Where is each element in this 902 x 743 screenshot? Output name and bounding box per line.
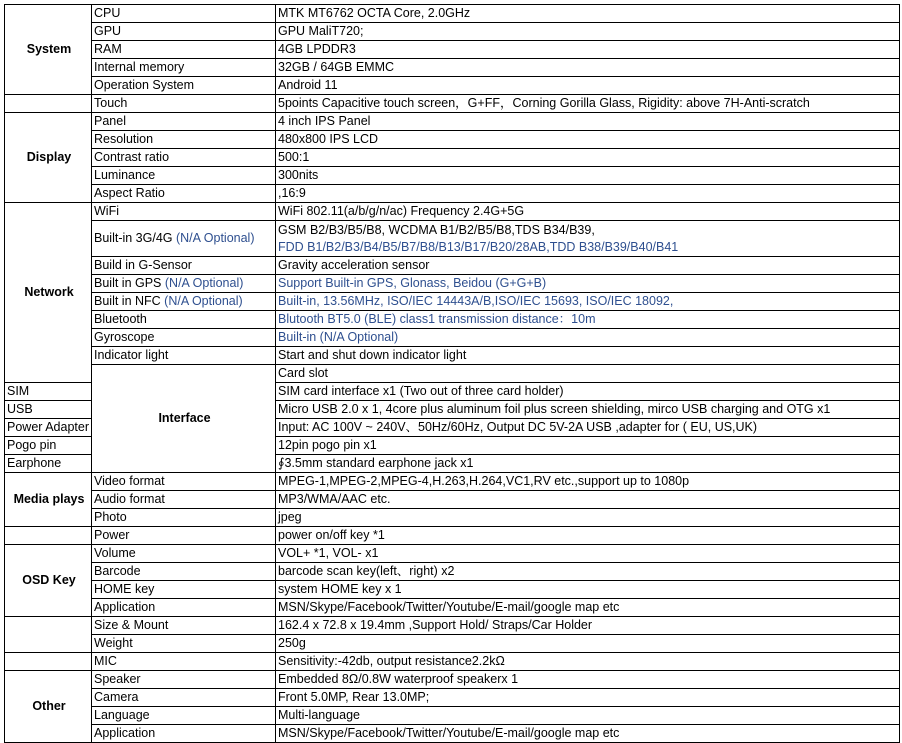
value-text: Embedded 8Ω/0.8W waterproof speakerx 1 [278, 672, 519, 686]
value-text: Built-in, 13.56MHz, ISO/IEC 14443A/B,ISO/IEC 15693, ISO/IEC 18092, [278, 294, 674, 308]
spec-row [5, 23, 900, 41]
spec-row [5, 365, 900, 383]
value-cell [276, 275, 900, 293]
value-cell [276, 527, 900, 545]
category-cell [5, 653, 92, 671]
value-cell [276, 455, 900, 473]
value-cell [276, 671, 900, 689]
feature-label: Bluetooth [94, 312, 147, 326]
feature-label: Built in GPS [94, 276, 165, 290]
value-cell [276, 599, 900, 617]
feature-label: Application [94, 726, 156, 740]
value-text: GSM B2/B3/B5/B8, WCDMA B1/B2/B5/B8,TDS B34/B39, [278, 222, 595, 237]
spec-row [5, 59, 900, 77]
spec-row [5, 545, 900, 563]
value-cell [276, 95, 900, 113]
feature-label: HOME key [94, 582, 155, 596]
spec-row [5, 491, 900, 509]
value-text: Input: AC 100V ~ 240V、50Hz/60Hz, Output DC 5V-2A USB ,adapter for ( EU, US,UK) [278, 420, 758, 434]
value-cell [276, 203, 900, 221]
value-text: ∮3.5mm standard earphone jack x1 [278, 456, 474, 470]
feature-cell [92, 329, 276, 347]
value-cell [276, 293, 900, 311]
feature-label: GPU [94, 24, 122, 38]
feature-label: USB [7, 402, 33, 416]
value-text: Micro USB 2.0 x 1, 4core plus aluminum foil plus screen shielding, mirco USB charging and OTG x1 [278, 402, 831, 416]
value-cell [276, 311, 900, 329]
feature-cell [92, 689, 276, 707]
value-cell [276, 707, 900, 725]
feature-cell [92, 545, 276, 563]
feature-cell [92, 149, 276, 167]
value-cell [276, 563, 900, 581]
spec-row [5, 347, 900, 365]
value-text: Gravity acceleration sensor [278, 258, 430, 272]
feature-cell [92, 59, 276, 77]
value-text: Support Built-in GPS, Glonass, Beidou (G+G+B) [278, 276, 547, 290]
spec-row [5, 203, 900, 221]
value-cell [276, 329, 900, 347]
value-cell [276, 473, 900, 491]
category-cell [5, 95, 92, 113]
feature-label: SIM [7, 384, 30, 398]
feature-cell [92, 491, 276, 509]
feature-cell [5, 437, 92, 455]
feature-cell [92, 41, 276, 59]
spec-table-body [5, 5, 900, 743]
value-cell [276, 581, 900, 599]
feature-label: Gyroscope [94, 330, 155, 344]
feature-label: Pogo pin [7, 438, 57, 452]
feature-label: Camera [94, 690, 139, 704]
feature-label: Contrast ratio [94, 150, 170, 164]
value-cell [276, 5, 900, 23]
feature-label: Power Adapter [7, 420, 89, 434]
feature-label: Touch [94, 96, 128, 110]
value-text: MSN/Skype/Facebook/Twitter/Youtube/E-mail/google map etc [278, 600, 620, 614]
value-cell [276, 149, 900, 167]
feature-label: Built in NFC [94, 294, 165, 308]
feature-label: Video format [94, 474, 165, 488]
spec-row [5, 563, 900, 581]
value-text: 4 inch IPS Panel [278, 114, 371, 128]
feature-cell [5, 455, 92, 473]
category-cell [5, 527, 92, 545]
category-cell: Interface [92, 365, 276, 473]
value-text: 12pin pogo pin x1 [278, 438, 377, 452]
spec-row [5, 311, 900, 329]
spec-row [5, 635, 900, 653]
value-cell [276, 689, 900, 707]
feature-cell [92, 185, 276, 203]
value-cell [276, 77, 900, 95]
feature-label: Language [94, 708, 150, 722]
value-text: barcode scan key(left、right) x2 [278, 564, 455, 578]
value-text: power on/off key *1 [278, 528, 385, 542]
feature-cell [5, 401, 92, 419]
value-text: MSN/Skype/Facebook/Twitter/Youtube/E-mail/google map etc [278, 726, 620, 740]
value-cell [276, 347, 900, 365]
spec-row [5, 689, 900, 707]
feature-cell [92, 707, 276, 725]
feature-label: Built-in 3G/4G [94, 231, 176, 245]
feature-label: Indicator light [94, 348, 169, 362]
feature-label: Photo [94, 510, 127, 524]
feature-label: Operation System [94, 78, 195, 92]
value-text-continued: FDD B1/B2/B3/B4/B5/B7/B8/B13/B17/B20/28AB,TDD B38/B39/B40/B41 [278, 239, 679, 254]
value-text: SIM card interface x1 (Two out of three card holder) [278, 384, 564, 398]
value-text: 300nits [278, 168, 319, 182]
feature-label: Barcode [94, 564, 141, 578]
spec-row [5, 527, 900, 545]
feature-cell [92, 113, 276, 131]
value-cell [276, 419, 900, 437]
value-cell [276, 113, 900, 131]
spec-row [5, 473, 900, 491]
spec-row [5, 617, 900, 635]
value-cell [276, 257, 900, 275]
value-text: Android 11 [278, 78, 338, 92]
feature-cell [92, 293, 276, 311]
feature-cell [92, 347, 276, 365]
category-cell: OSD Key [5, 545, 92, 617]
feature-cell [92, 581, 276, 599]
value-cell [276, 437, 900, 455]
spec-row [5, 113, 900, 131]
feature-label: Resolution [94, 132, 154, 146]
value-cell [276, 545, 900, 563]
spec-row [5, 95, 900, 113]
value-text: system HOME key x 1 [278, 582, 402, 596]
feature-cell [92, 95, 276, 113]
spec-row [5, 653, 900, 671]
value-text: MP3/WMA/AAC etc. [278, 492, 391, 506]
spec-row [5, 5, 900, 23]
value-text: 5points Capacitive touch screen，G+FF，Corning Gorilla Glass, Rigidity: above 7H-Anti-scratch [278, 96, 810, 110]
value-cell [276, 185, 900, 203]
value-cell [276, 635, 900, 653]
value-text: 500:1 [278, 150, 310, 164]
value-cell [276, 725, 900, 743]
value-text: Built-in (N/A Optional) [278, 330, 399, 344]
spec-table [4, 4, 900, 743]
spec-row [5, 509, 900, 527]
feature-label: WiFi [94, 204, 119, 218]
category-cell: Other [5, 671, 92, 743]
value-cell [276, 221, 900, 257]
feature-cell [92, 527, 276, 545]
value-cell [276, 383, 900, 401]
feature-label: Application [94, 600, 156, 614]
spec-row [5, 275, 900, 293]
optional-note: (N/A Optional) [175, 231, 255, 245]
feature-cell [92, 23, 276, 41]
feature-cell [92, 5, 276, 23]
value-text: Front 5.0MP, Rear 13.0MP; [278, 690, 430, 704]
value-text: 4GB LPDDR3 [278, 42, 356, 56]
value-cell [276, 491, 900, 509]
spec-row [5, 221, 900, 257]
optional-note: (N/A Optional) [164, 276, 244, 290]
value-text: Start and shut down indicator light [278, 348, 467, 362]
feature-label: Luminance [94, 168, 156, 182]
feature-label: Volume [94, 546, 136, 560]
feature-label: Power [94, 528, 130, 542]
feature-cell [92, 671, 276, 689]
value-text: GPU MaliT720; [278, 24, 364, 38]
feature-label: Earphone [7, 456, 62, 470]
feature-cell [92, 275, 276, 293]
feature-cell [92, 131, 276, 149]
value-cell [276, 617, 900, 635]
spec-row [5, 671, 900, 689]
feature-label: Build in G-Sensor [94, 258, 192, 272]
value-text: 32GB / 64GB EMMC [278, 60, 395, 74]
value-text: MTK MT6762 OCTA Core, 2.0GHz [278, 6, 471, 20]
value-cell [276, 401, 900, 419]
value-text: Multi-language [278, 708, 360, 722]
category-cell: Media plays [5, 473, 92, 527]
value-cell [276, 131, 900, 149]
category-cell: System [5, 5, 92, 95]
spec-row [5, 329, 900, 347]
value-text: 250g [278, 636, 306, 650]
feature-label: Speaker [94, 672, 141, 686]
category-cell [5, 617, 92, 653]
feature-cell [92, 599, 276, 617]
feature-cell [92, 167, 276, 185]
spec-row [5, 599, 900, 617]
feature-label: Aspect Ratio [94, 186, 165, 200]
spec-row [5, 257, 900, 275]
feature-label: MIC [94, 654, 117, 668]
value-cell [276, 653, 900, 671]
spec-row [5, 707, 900, 725]
feature-cell [5, 419, 92, 437]
value-cell [276, 509, 900, 527]
value-cell [276, 41, 900, 59]
feature-label: Internal memory [94, 60, 185, 74]
feature-label: Panel [94, 114, 126, 128]
value-text: WiFi 802.11(a/b/g/n/ac) Frequency 2.4G+5G [278, 204, 525, 218]
spec-row [5, 725, 900, 743]
feature-cell [276, 365, 900, 383]
feature-cell [92, 203, 276, 221]
feature-cell [92, 725, 276, 743]
feature-cell [92, 563, 276, 581]
feature-cell [92, 311, 276, 329]
feature-cell [5, 383, 92, 401]
value-cell [276, 59, 900, 77]
feature-label: Card slot [278, 366, 329, 380]
spec-row [5, 167, 900, 185]
value-text: VOL+ *1, VOL- x1 [278, 546, 379, 560]
value-text: Sensitivity:-42db, output resistance2.2kΩ [278, 654, 505, 668]
value-text: Blutooth BT5.0 (BLE) class1 transmission distance：10m [278, 312, 596, 326]
feature-label: RAM [94, 42, 122, 56]
feature-cell [92, 473, 276, 491]
value-text: MPEG-1,MPEG-2,MPEG-4,H.263,H.264,VC1,RV etc.,support up to 1080p [278, 474, 690, 488]
spec-row [5, 131, 900, 149]
spec-row [5, 149, 900, 167]
feature-cell [92, 77, 276, 95]
feature-cell [92, 221, 276, 257]
feature-cell [92, 617, 276, 635]
feature-cell [92, 653, 276, 671]
feature-cell [92, 257, 276, 275]
value-text: 480x800 IPS LCD [278, 132, 379, 146]
value-text: ,16:9 [278, 186, 306, 200]
category-cell: Display [5, 113, 92, 203]
value-text: jpeg [278, 510, 302, 524]
value-cell [276, 167, 900, 185]
category-cell: Network [5, 203, 92, 383]
value-cell [276, 23, 900, 41]
feature-cell [92, 509, 276, 527]
spec-row [5, 581, 900, 599]
feature-label: Audio format [94, 492, 165, 506]
feature-label: Size & Mount [94, 618, 169, 632]
optional-note: (N/A Optional) [164, 294, 243, 308]
value-text: 162.4 x 72.8 x 19.4mm ,Support Hold/ Straps/Car Holder [278, 618, 593, 632]
spec-row [5, 185, 900, 203]
spec-row [5, 77, 900, 95]
feature-label: Weight [94, 636, 133, 650]
feature-cell [92, 635, 276, 653]
spec-row [5, 41, 900, 59]
feature-label: CPU [94, 6, 121, 20]
spec-row [5, 293, 900, 311]
